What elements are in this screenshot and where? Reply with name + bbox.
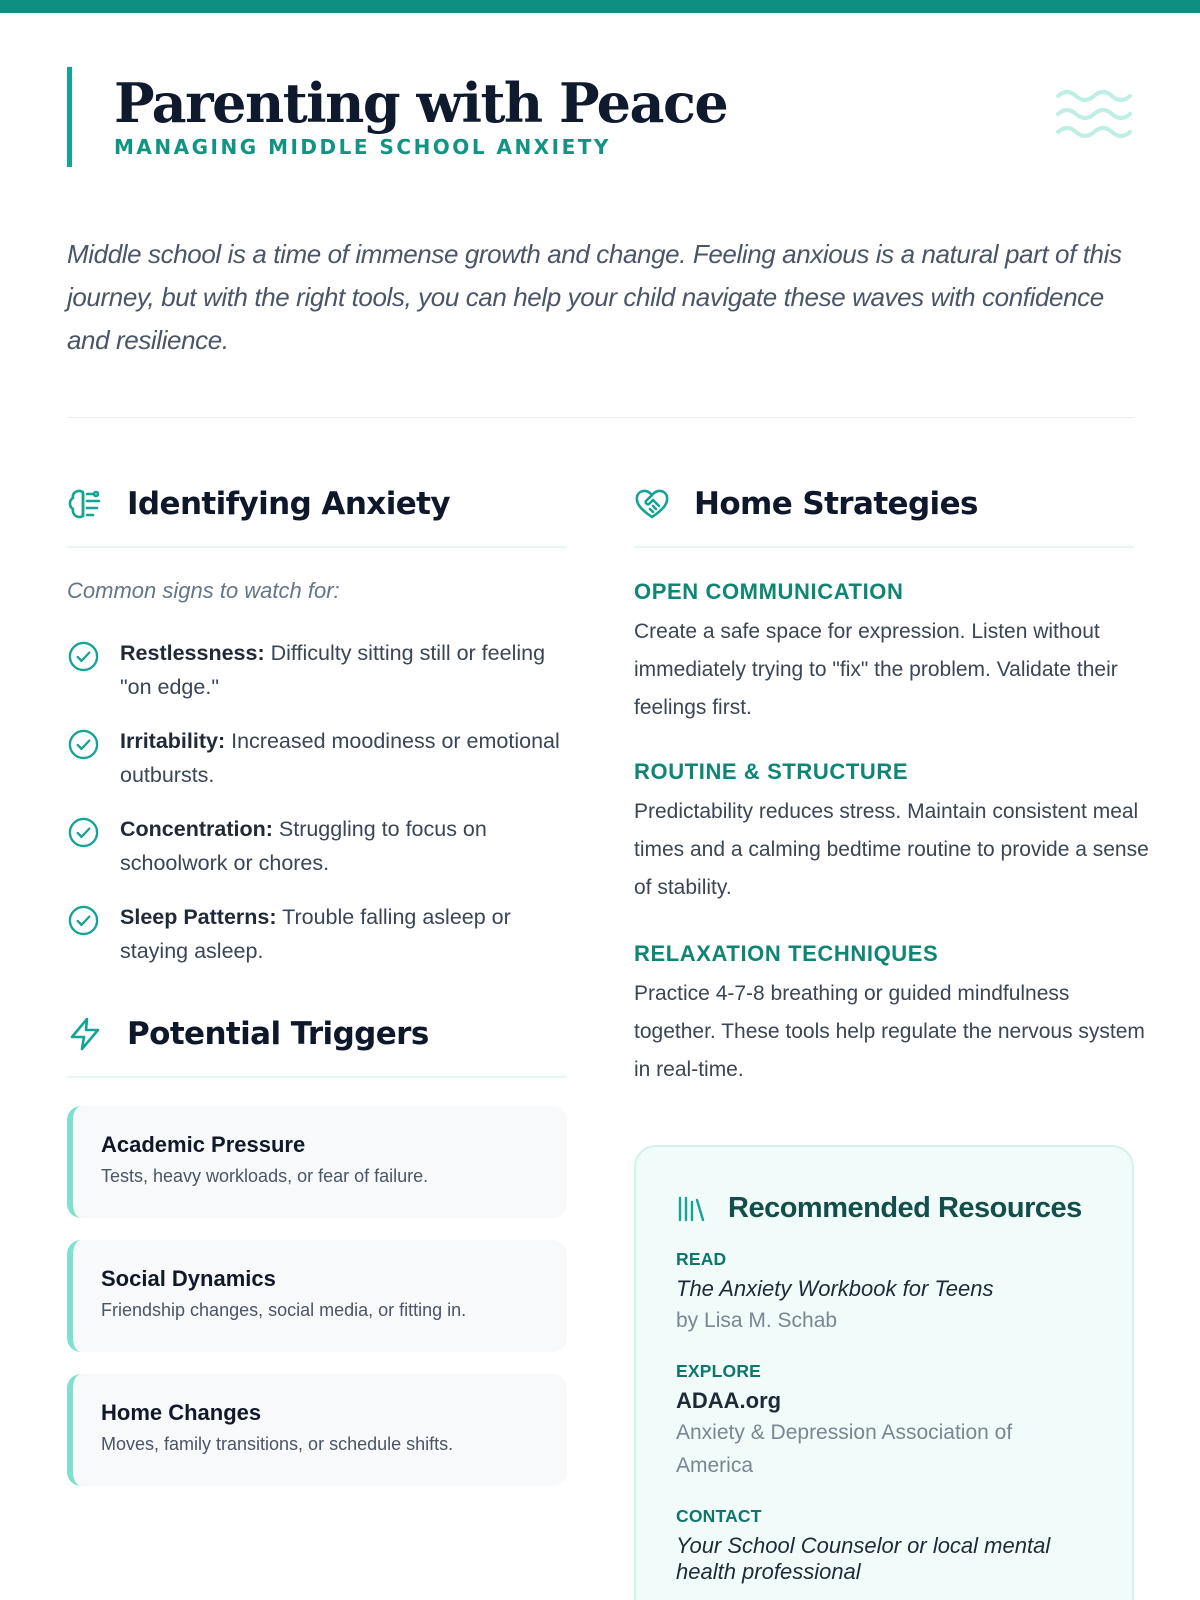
trigger-title: Academic Pressure <box>101 1132 306 1157</box>
potential-triggers-header <box>67 1016 567 1078</box>
top-accent-bar <box>0 0 1200 13</box>
home-strategies-header <box>634 486 1134 548</box>
strategy-label: OPEN COMMUNICATION <box>634 579 904 604</box>
page-subtitle: MANAGING MIDDLE SCHOOL ANXIETY <box>114 135 611 159</box>
trigger-title: Home Changes <box>101 1400 262 1425</box>
resource-subtext: by Lisa M. Schab <box>676 1309 838 1332</box>
sign-description: Increased moodiness or emotional outbursts. <box>120 729 560 787</box>
resource-explore <box>676 1361 1092 1482</box>
strategy-text: Create a safe space for expression. Listen without immediately trying to "fix" the problem. Validate their feelings first. <box>634 620 1118 719</box>
sign-item <box>67 724 567 792</box>
check-circle-icon <box>67 904 100 937</box>
strategy-block <box>634 759 1154 907</box>
heart-handshake-icon <box>634 486 670 522</box>
resource-read <box>676 1249 1092 1337</box>
resources-title: Recommended Resources <box>728 1192 1082 1224</box>
trigger-description: Moves, family transitions, or schedule shifts. <box>101 1434 454 1454</box>
trigger-card <box>67 1374 567 1486</box>
resource-label: CONTACT <box>676 1506 762 1526</box>
page-header <box>67 67 1137 167</box>
identifying-anxiety-header <box>67 486 567 548</box>
strategy-label: RELAXATION TECHNIQUES <box>634 941 939 966</box>
sign-item <box>67 636 567 704</box>
check-circle-icon <box>67 816 100 849</box>
sign-description: Difficulty sitting still or feeling "on edge." <box>120 641 546 699</box>
resources-header <box>676 1192 1092 1225</box>
trigger-description: Friendship changes, social media, or fitting in. <box>101 1300 467 1320</box>
home-strategies-title: Home Strategies <box>694 486 978 522</box>
strategy-label: ROUTINE & STRUCTURE <box>634 759 909 784</box>
trigger-description: Tests, heavy workloads, or fear of failure. <box>101 1166 429 1186</box>
brain-icon <box>67 486 103 522</box>
strategy-text: Practice 4-7-8 breathing or guided mindfulness together. These tools help regulate the nervous system in real-time. <box>634 982 1145 1081</box>
sign-label: Irritability: <box>120 729 226 753</box>
signs-list <box>67 636 567 988</box>
trigger-card <box>67 1240 567 1352</box>
resource-subtext: Anxiety & Depression Association of America <box>676 1421 1013 1477</box>
identifying-anxiety-title: Identifying Anxiety <box>127 486 450 522</box>
sign-description: Struggling to focus on schoolwork or chores. <box>120 817 487 875</box>
section-divider <box>67 417 1134 418</box>
intro-paragraph: Middle school is a time of immense growth and change. Feeling anxious is a natural part of this journey, but with the right tools, you can help your child navigate these waves with confidence and resilience. <box>67 239 1122 355</box>
page-title: Parenting with Peace <box>114 71 728 135</box>
sign-item <box>67 900 567 968</box>
trigger-card <box>67 1106 567 1218</box>
recommended-resources-card <box>634 1145 1134 1600</box>
common-signs-lead: Common signs to watch for: <box>67 578 340 603</box>
resource-name: The Anxiety Workbook for Teens <box>676 1276 994 1301</box>
resource-name: ADAA.org <box>676 1388 782 1413</box>
strategy-text: Predictability reduces stress. Maintain consistent meal times and a calming bedtime routine to provide a sense of stability. <box>634 800 1149 899</box>
strategy-block <box>634 579 1154 727</box>
sign-label: Restlessness: <box>120 641 265 665</box>
resource-contact <box>676 1506 1092 1585</box>
resource-label: EXPLORE <box>676 1361 762 1381</box>
sign-label: Sleep Patterns: <box>120 905 277 929</box>
potential-triggers-title: Potential Triggers <box>127 1016 429 1052</box>
library-icon <box>676 1194 706 1224</box>
resource-name: Your School Counselor or local mental health professional <box>676 1533 1051 1584</box>
strategy-block <box>634 941 1154 1089</box>
check-circle-icon <box>67 728 100 761</box>
waves-icon <box>1056 88 1132 146</box>
resource-label: READ <box>676 1249 727 1269</box>
sign-item <box>67 812 567 880</box>
trigger-title: Social Dynamics <box>101 1266 276 1291</box>
sign-description: Trouble falling asleep or staying asleep. <box>120 905 511 963</box>
lightning-icon <box>67 1016 103 1052</box>
check-circle-icon <box>67 640 100 673</box>
sign-label: Concentration: <box>120 817 273 841</box>
